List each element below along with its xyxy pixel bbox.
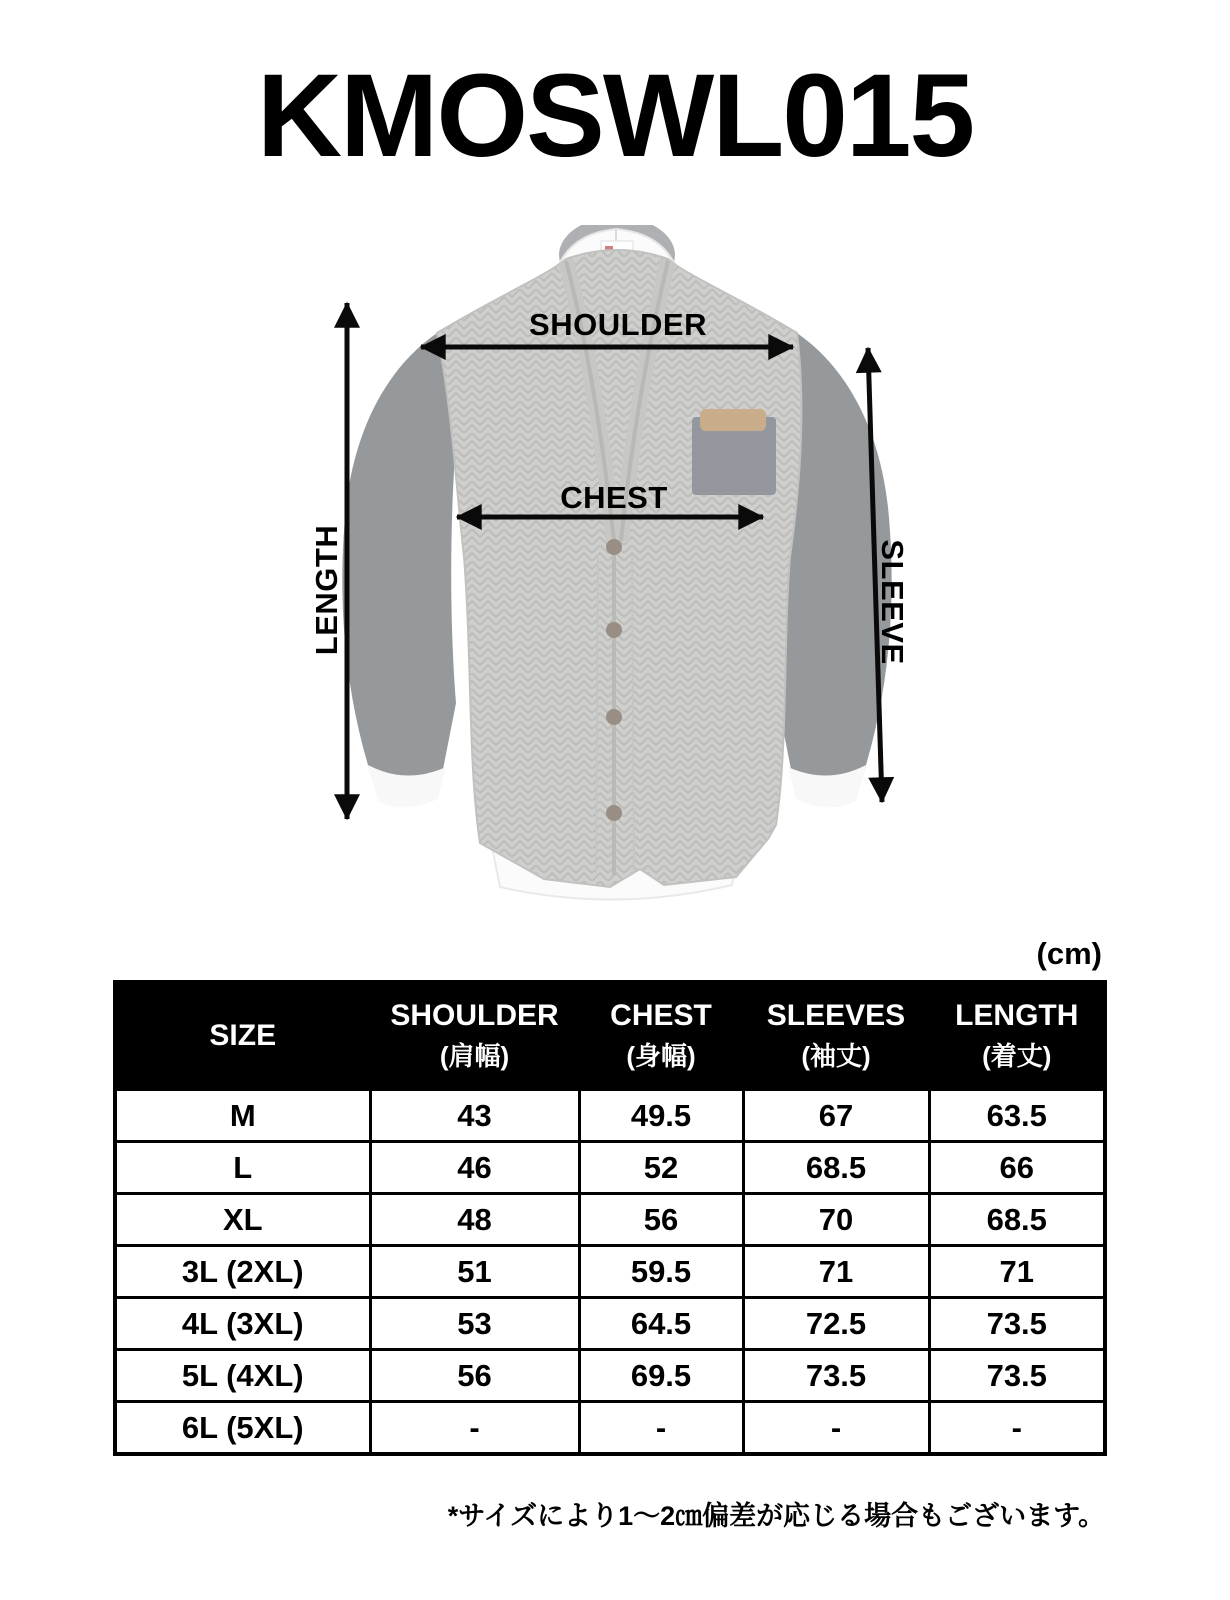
header-chest-jp: (身幅): [626, 1041, 696, 1071]
header-shoulder-jp: (肩幅): [439, 1041, 510, 1071]
footnote: *サイズにより1～2㎝偏差が応じる場合もございます。: [447, 1501, 1105, 1531]
table-row: [115, 1194, 1105, 1246]
table-row: [115, 1142, 1105, 1194]
table-row: [115, 1090, 1105, 1142]
header-sleeves-jp: (袖丈): [801, 1041, 871, 1071]
sleeves-cell: 68.5: [743, 1142, 929, 1194]
sleeves-cell: 70: [743, 1194, 929, 1246]
chest-cell: 52: [579, 1142, 743, 1194]
length-cell: -: [929, 1402, 1105, 1455]
chest-label: CHEST: [560, 480, 668, 515]
header-shoulder-en: SHOULDER: [390, 999, 559, 1032]
chest-cell: 64.5: [579, 1298, 743, 1350]
size-cell: L: [115, 1142, 370, 1194]
shoulder-cell: 53: [370, 1298, 579, 1350]
sleeves-cell: -: [743, 1402, 929, 1455]
size-cell: 6L (5XL): [115, 1402, 370, 1455]
unit-label: (cm): [1036, 936, 1102, 971]
header-cell-size: [115, 982, 370, 1090]
size-cell: 5L (4XL): [115, 1350, 370, 1402]
size-cell: M: [115, 1090, 370, 1142]
length-cell: 73.5: [929, 1350, 1105, 1402]
shoulder-cell: 43: [370, 1090, 579, 1142]
size-cell: 4L (3XL): [115, 1298, 370, 1350]
table-row: [115, 1298, 1105, 1350]
header-cell-chest: [579, 982, 743, 1090]
table-row: [115, 1350, 1105, 1402]
shoulder-cell: 46: [370, 1142, 579, 1194]
size-diagram: [0, 225, 1230, 915]
header-sleeves-en: SLEEVES: [766, 999, 906, 1032]
length-cell: 71: [929, 1246, 1105, 1298]
table-row: [115, 1402, 1105, 1455]
length-cell: 68.5: [929, 1194, 1105, 1246]
shoulder-cell: 51: [370, 1246, 579, 1298]
sleeves-cell: 71: [743, 1246, 929, 1298]
header-chest-en: CHEST: [610, 999, 712, 1032]
sleeves-cell: 73.5: [743, 1350, 929, 1402]
sleeve-label: SLEEVE: [875, 539, 910, 665]
sleeves-cell: 72.5: [743, 1298, 929, 1350]
table-row: [115, 1246, 1105, 1298]
length-label: LENGTH: [309, 524, 344, 656]
page-title: KMOSWL015: [256, 50, 974, 182]
shoulder-label: SHOULDER: [529, 307, 707, 342]
length-cell: 73.5: [929, 1298, 1105, 1350]
size-table: [113, 980, 1107, 1456]
header-cell-sleeves: [743, 982, 929, 1090]
chest-cell: 69.5: [579, 1350, 743, 1402]
header-length-jp: (着丈): [982, 1041, 1052, 1071]
chest-cell: 56: [579, 1194, 743, 1246]
length-cell: 66: [929, 1142, 1105, 1194]
header-cell-length: [929, 982, 1105, 1090]
header-cell-shoulder: [370, 982, 579, 1090]
chest-cell: 49.5: [579, 1090, 743, 1142]
size-cell: XL: [115, 1194, 370, 1246]
sleeves-cell: 67: [743, 1090, 929, 1142]
chest-cell: -: [579, 1402, 743, 1455]
shoulder-cell: 56: [370, 1350, 579, 1402]
chest-cell: 59.5: [579, 1246, 743, 1298]
header-size-en: SIZE: [209, 1019, 277, 1052]
shoulder-cell: 48: [370, 1194, 579, 1246]
header-length-en: LENGTH: [955, 999, 1079, 1032]
length-cell: 63.5: [929, 1090, 1105, 1142]
size-table-header: [115, 982, 1105, 1090]
size-cell: 3L (2XL): [115, 1246, 370, 1298]
shoulder-cell: -: [370, 1402, 579, 1455]
